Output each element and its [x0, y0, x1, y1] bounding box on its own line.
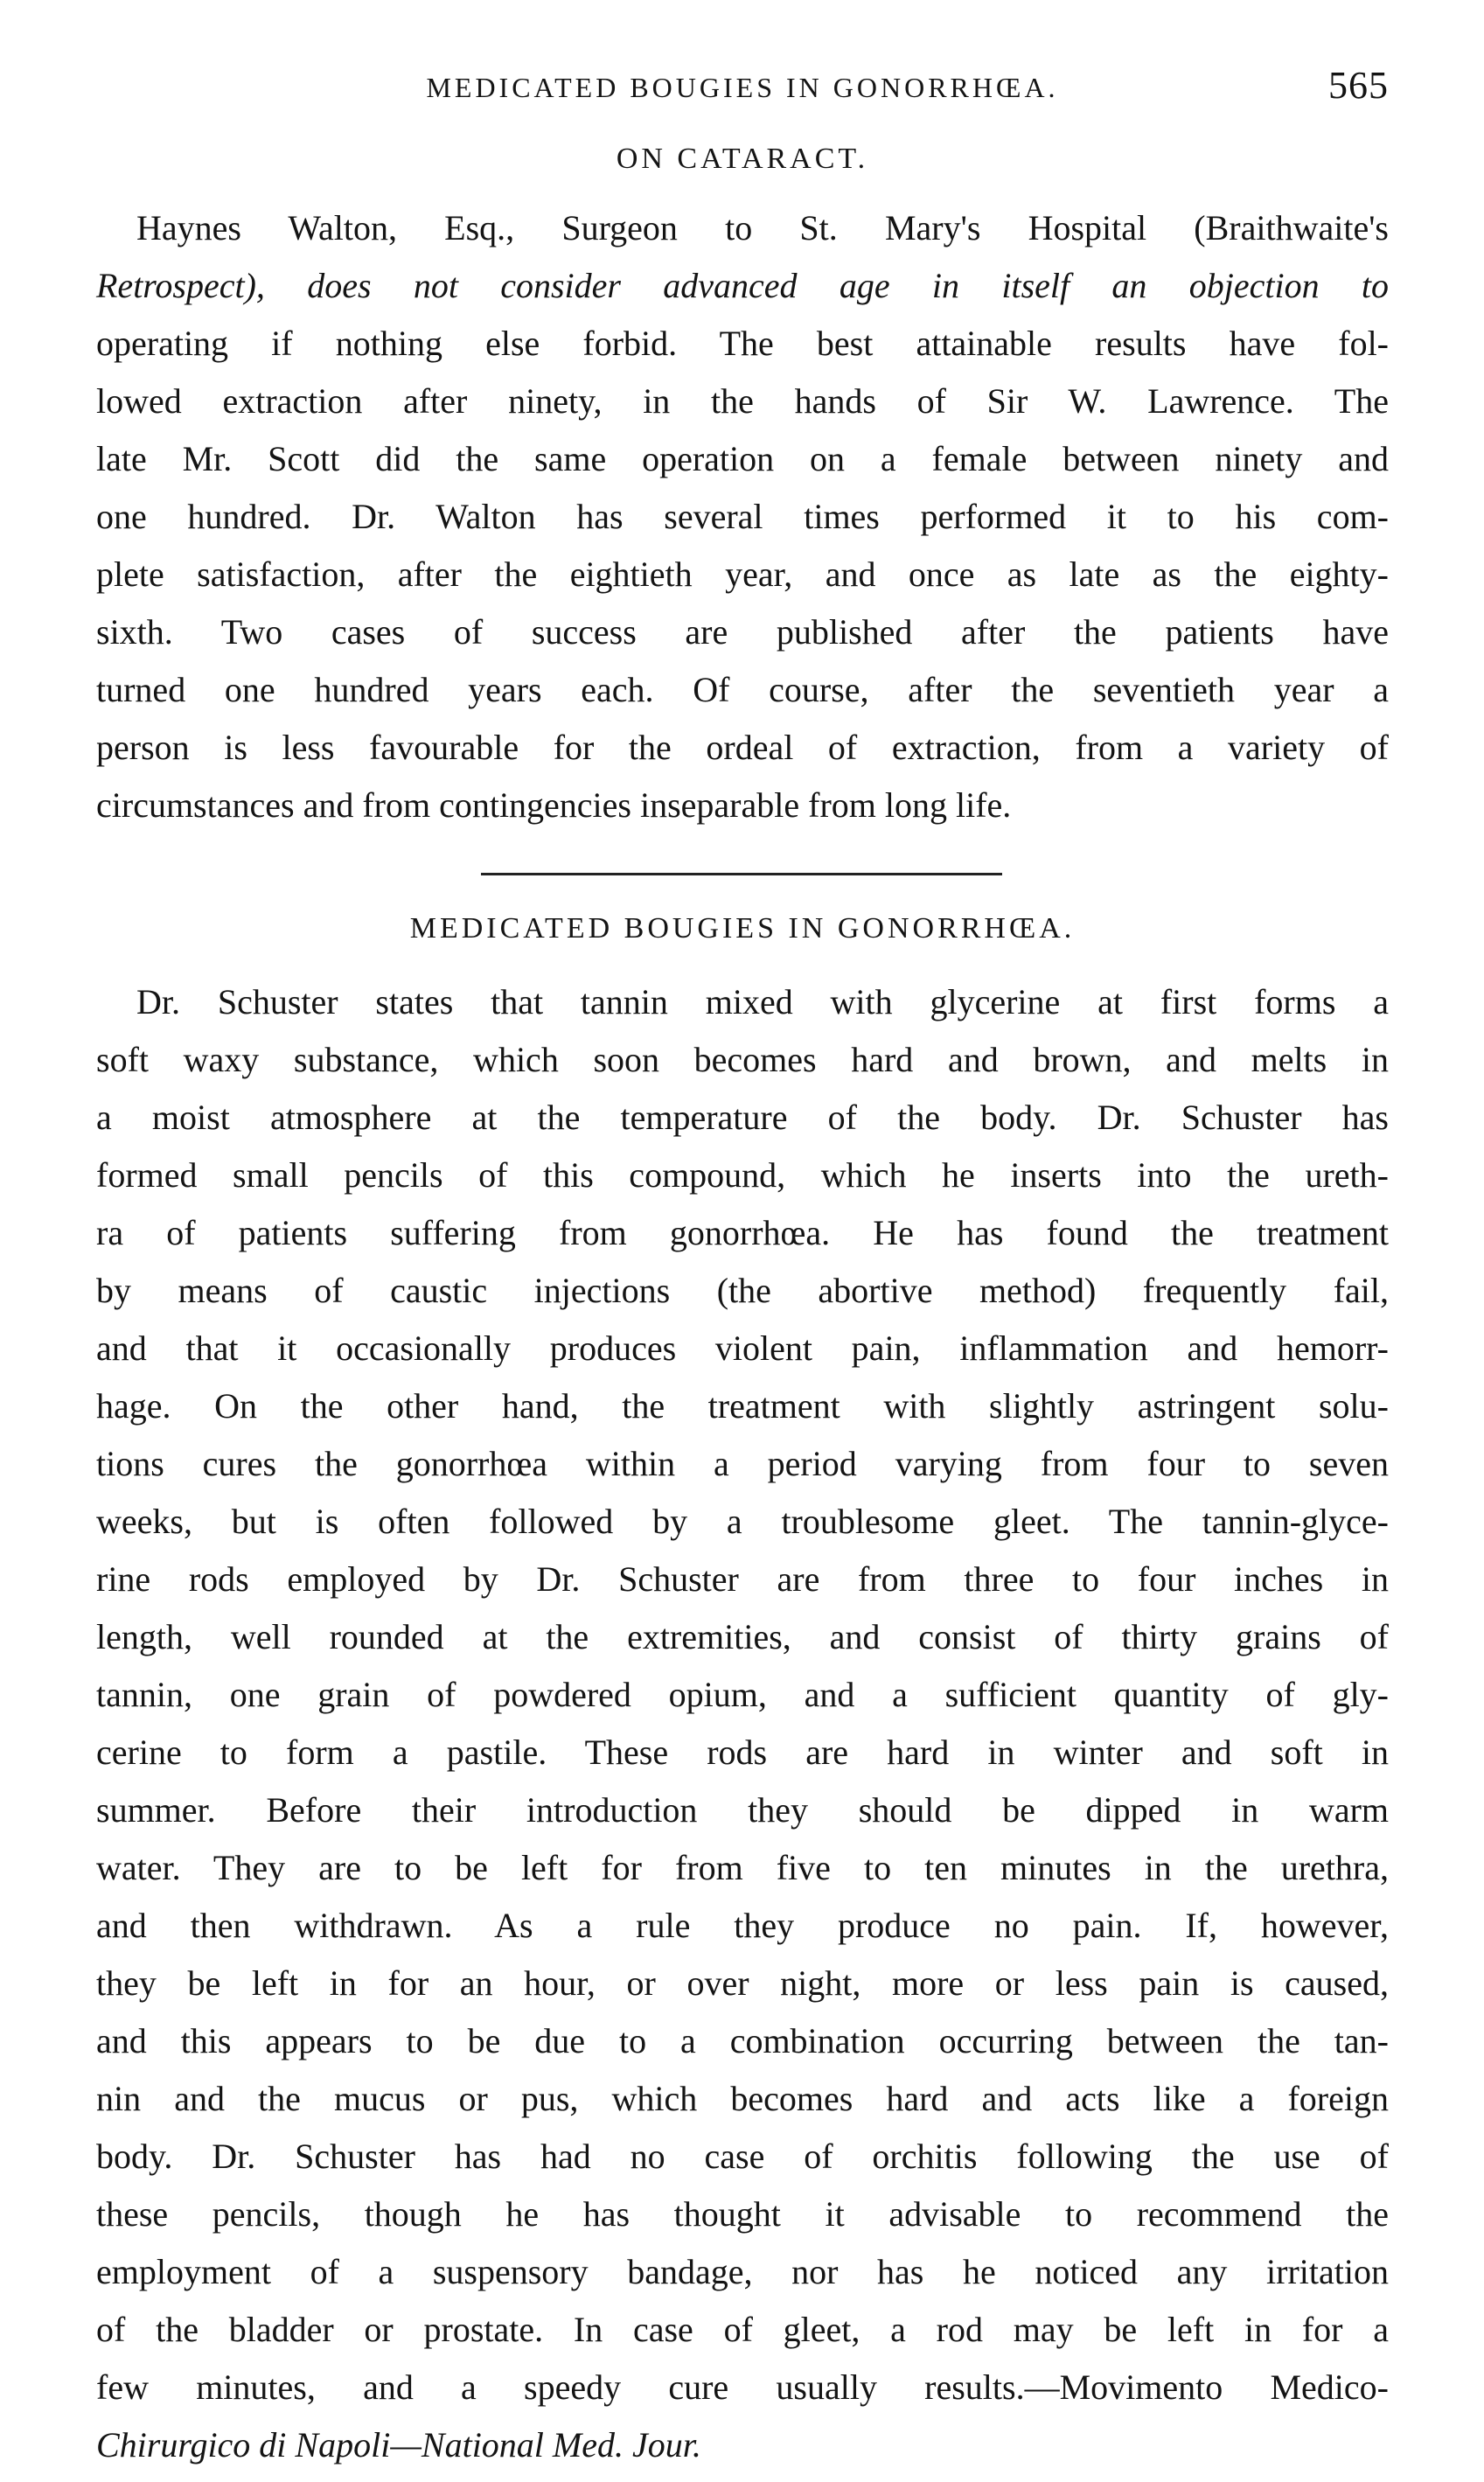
text-line: and then withdrawn. As a rule they produce no pain. If, however,	[96, 1906, 1389, 1945]
paragraph-cataract	[96, 199, 1389, 834]
text-line: circumstances and from contingencies inseparable from long life.	[96, 785, 1012, 825]
section-divider	[481, 873, 1002, 875]
text-line: and that it occasionally produces violent pain, inflammation and hemorr-	[96, 1328, 1389, 1368]
text-line: tions cures the gonorrhœa within a period varying from four to seven	[96, 1444, 1389, 1483]
text-line: summer. Before their introduction they should be dipped in warm	[96, 1790, 1389, 1830]
text-line: soft waxy substance, which soon becomes hard and brown, and melts in	[96, 1040, 1389, 1079]
text-line: weeks, but is often followed by a troublesome gleet. The tannin-glyce-	[96, 1502, 1389, 1541]
text-line: late Mr. Scott did the same operation on a female between ninety and	[96, 439, 1389, 478]
text-line: Dr. Schuster states that tannin mixed with glycerine at first forms a	[136, 982, 1389, 1021]
section-heading-bougies: MEDICATED BOUGIES IN GONORRHŒA.	[409, 912, 1076, 945]
paragraph-bougies	[96, 973, 1389, 2474]
text-line: sixth. Two cases of success are published after the patients have	[96, 612, 1389, 652]
text-line: Retrospect), does not consider advanced age in itself an objection to	[96, 266, 1389, 305]
text-line: hage. On the other hand, the treatment with slightly astringent solu-	[96, 1386, 1389, 1426]
text-line: plete satisfaction, after the eightieth year, and once as late as the eighty-	[96, 554, 1389, 594]
text-line: a moist atmosphere at the temperature of the body. Dr. Schuster has	[96, 1098, 1389, 1137]
text-line: few minutes, and a speedy cure usually results.—Movimento Medico-	[96, 2367, 1389, 2407]
text-line: operating if nothing else forbid. The best attainable results have fol-	[96, 324, 1389, 363]
text-line: one hundred. Dr. Walton has several times performed it to his com-	[96, 497, 1389, 536]
text-line: length, well rounded at the extremities, and consist of thirty grains of	[96, 1617, 1389, 1656]
section-heading-cataract: ON CATARACT.	[616, 143, 869, 175]
text-line: body. Dr. Schuster has had no case of orchitis following the use of	[96, 2137, 1389, 2176]
text-line: and this appears to be due to a combination occurring between the tan-	[96, 2021, 1389, 2060]
text-line: they be left in for an hour, or over night, more or less pain is caused,	[96, 1963, 1389, 2003]
text-line: nin and the mucus or pus, which becomes hard and acts like a foreign	[96, 2079, 1389, 2118]
text-line: ra of patients suffering from gonorrhœa. He has found the treatment	[96, 1213, 1389, 1252]
text-line: Chirurgico di Napoli—National Med. Jour.	[96, 2425, 701, 2465]
text-line: water. They are to be left for from five to ten minutes in the urethra,	[96, 1848, 1389, 1887]
text-line: rine rods employed by Dr. Schuster are from three to four inches in	[96, 1559, 1389, 1599]
text-line: by means of caustic injections (the abortive method) frequently fail,	[96, 1271, 1389, 1310]
text-line: formed small pencils of this compound, which he inserts into the ureth-	[96, 1155, 1389, 1195]
running-head	[96, 63, 1389, 115]
text-line: turned one hundred years each. Of course, after the seventieth year a	[96, 670, 1389, 709]
page-number: 565	[1328, 64, 1389, 107]
text-line: person is less favourable for the ordeal of extraction, from a variety of	[96, 728, 1389, 767]
text-line: of the bladder or prostate. In case of gleet, a rod may be left in for a	[96, 2310, 1389, 2349]
text-line: cerine to form a pastile. These rods are hard in winter and soft in	[96, 1733, 1389, 1772]
text-line: employment of a suspensory bandage, nor has he noticed any irritation	[96, 2252, 1389, 2291]
text-line: Haynes Walton, Esq., Surgeon to St. Mary's Hospital (Braithwaite's	[136, 208, 1389, 248]
running-title: MEDICATED BOUGIES IN GONORRHŒA.	[426, 72, 1059, 103]
text-line: tannin, one grain of powdered opium, and a sufficient quantity of gly-	[96, 1675, 1389, 1714]
text-line: lowed extraction after ninety, in the hands of Sir W. Lawrence. The	[96, 381, 1389, 421]
text-line: these pencils, though he has thought it advisable to recommend the	[96, 2194, 1389, 2234]
